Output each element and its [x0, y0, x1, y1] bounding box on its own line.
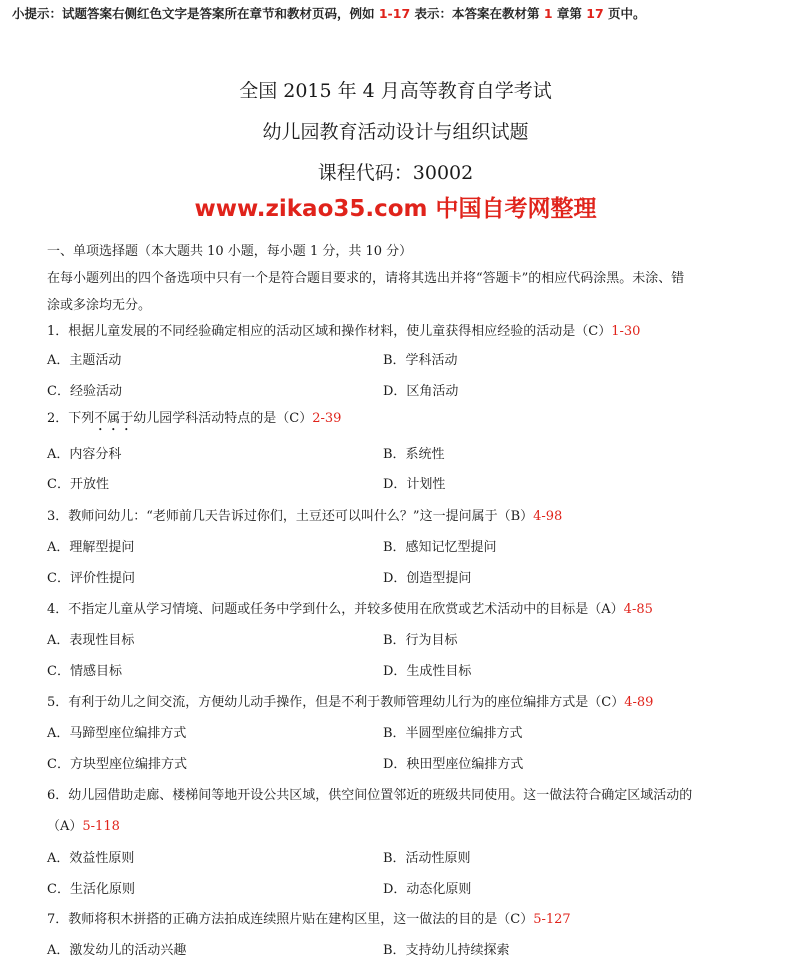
- question-4-option-c: C．情感目标: [47, 664, 122, 679]
- question-2-emphasis: 不属于: [94, 411, 134, 426]
- tip-prefix: 小提示：试题答案右侧红色文字是答案所在章节和教材页码，例如: [12, 6, 379, 21]
- question-7-option-b: B．支持幼儿持续探索: [383, 943, 510, 958]
- question-4-option-d: D．生成性目标: [383, 664, 472, 679]
- question-3-option-b: B．感知记忆型提问: [383, 540, 497, 555]
- question-6-option-c: C．生活化原则: [47, 882, 135, 897]
- question-3-option-a: A．理解型提问: [47, 540, 135, 555]
- tip-page: 17: [586, 6, 604, 21]
- question-6-option-b: B．活动性原则: [383, 851, 471, 866]
- question-5-option-c: C．方块型座位编排方式: [47, 757, 187, 772]
- question-3-option-c: C．评价性提问: [47, 571, 135, 586]
- question-6: 6．幼儿园借助走廊、楼梯间等地开设公共区域，供空间位置邻近的班级共同使用。这一做法符合确定区域活动的: [47, 788, 693, 803]
- question-7-text: 7．教师将积木拼搭的正确方法拍成连续照片贴在建构区里，这一做法的目的是（C）: [47, 912, 534, 927]
- question-5-option-b: B．半圆型座位编排方式: [383, 726, 523, 741]
- question-5-ref: 4-89: [624, 695, 654, 710]
- question-1-ref: 1-30: [611, 324, 641, 339]
- question-2-option-b: B．系统性: [383, 447, 445, 462]
- question-4: [47, 598, 653, 617]
- question-6-answer-line: [47, 815, 120, 834]
- tip-suffix: 页中。: [603, 6, 646, 21]
- question-4-option-a: A．表现性目标: [47, 633, 135, 648]
- question-1-text: 1．根据儿童发展的不同经验确定相应的活动区域和操作材料，使儿童获得相应经验的活动是（C）: [47, 324, 612, 339]
- tip-example-ref: 1-17: [378, 6, 411, 21]
- question-5: [47, 691, 653, 710]
- section-heading: 一、单项选择题（本大题共 10 小题，每小题 1 分，共 10 分）: [47, 244, 413, 259]
- tip-chapter: 1: [543, 6, 553, 21]
- question-6-ref: 5-118: [82, 819, 120, 834]
- question-5-option-d: D．秧田型座位编排方式: [383, 757, 524, 772]
- tip-mid2: 章第: [552, 6, 587, 21]
- question-1-option-d: D．区角活动: [383, 384, 459, 399]
- question-3-text: 3．教师问幼儿：“老师前几天告诉过你们，土豆还可以叫什么？”这一提问属于（B）: [47, 509, 534, 524]
- question-7-ref: 5-127: [533, 912, 571, 927]
- course-code: 课程代码：30002: [317, 162, 474, 184]
- site-banner: www.zikao35.com 中国自考网整理: [194, 196, 597, 222]
- question-2-text-pre: 2．下列: [47, 411, 95, 426]
- question-3: [47, 505, 562, 524]
- tip-line: [12, 4, 646, 22]
- question-7-option-a: A．激发幼儿的活动兴趣: [47, 943, 187, 958]
- question-2: [47, 407, 341, 434]
- question-6-option-d: D．动态化原则: [383, 882, 472, 897]
- question-2-option-a: A．内容分科: [47, 447, 122, 462]
- question-2-option-c: C．开放性: [47, 477, 109, 492]
- subject-title: 幼儿园教育活动设计与组织试题: [262, 121, 529, 143]
- instruction-line-1: 在每小题列出的四个备选项中只有一个是符合题目要求的，请将其选出并将“答题卡”的相应代码涂黑。未涂、错: [47, 271, 685, 286]
- question-3-option-d: D．创造型提问: [383, 571, 472, 586]
- question-6-option-a: A．效益性原则: [47, 851, 135, 866]
- question-4-ref: 4-85: [623, 602, 653, 617]
- question-1-option-b: B．学科活动: [383, 353, 458, 368]
- question-1-option-c: C．经验活动: [47, 384, 122, 399]
- exam-title: 全国 2015 年 4 月高等教育自学考试: [239, 80, 552, 102]
- question-2-ref: 2-39: [312, 411, 342, 426]
- question-3-ref: 4-98: [533, 509, 563, 524]
- question-2-text-post: 幼儿园学科活动特点的是（C）: [133, 411, 313, 426]
- instruction-line-2: 涂或多涂均无分。: [47, 298, 152, 313]
- question-5-text: 5．有利于幼儿之间交流，方便幼儿动手操作，但是不利于教师管理幼儿行为的座位编排方式是（C）: [47, 695, 625, 710]
- question-1-option-a: A．主题活动: [47, 353, 122, 368]
- question-1: [47, 320, 640, 339]
- question-4-text: 4．不指定儿童从学习情境、问题或任务中学到什么，并较多使用在欣赏或艺术活动中的目标是（A）: [47, 602, 624, 617]
- question-5-option-a: A．马蹄型座位编排方式: [47, 726, 187, 741]
- question-2-option-d: D．计划性: [383, 477, 446, 492]
- tip-mid: 表示：本答案在教材第: [410, 6, 544, 21]
- question-4-option-b: B．行为目标: [383, 633, 458, 648]
- question-6-answer: （A）: [47, 819, 83, 834]
- question-7: [47, 908, 571, 927]
